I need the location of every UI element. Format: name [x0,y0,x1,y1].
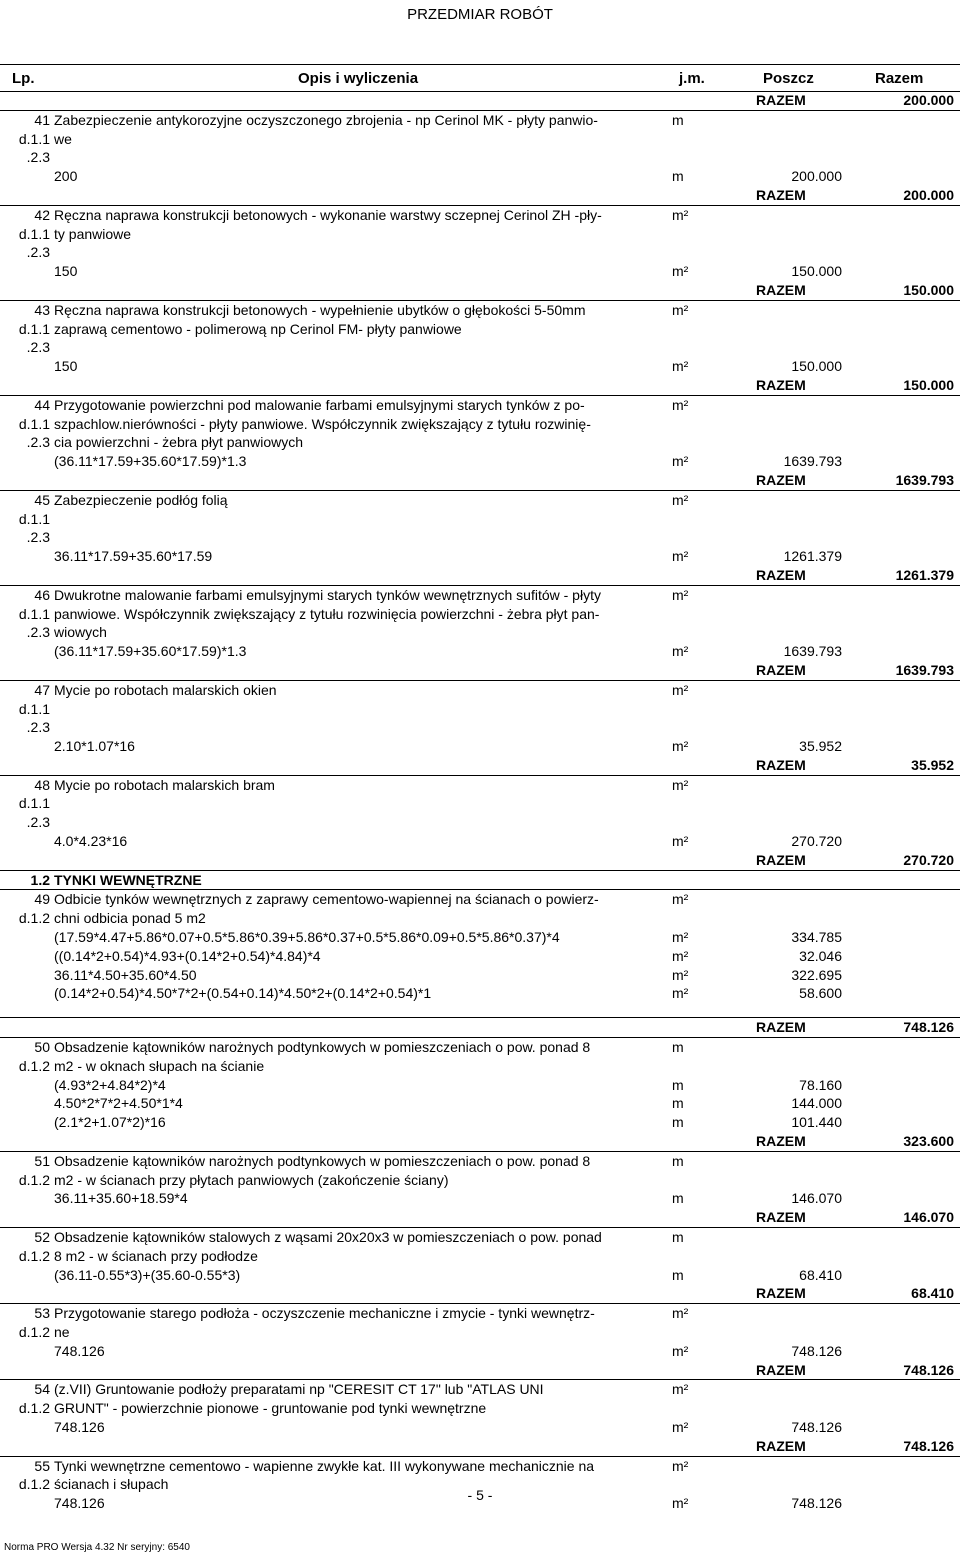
table-row [0,775,960,795]
total-row [0,1361,960,1380]
unit: m² [672,891,689,908]
item-description: Tynki wewnętrzne cementowo - wapienne zwykłe kat. III wykonywane mechanicznie na [54,1457,595,1474]
item-description: 748.126 [54,1418,105,1435]
table-row [0,205,960,225]
table-row [0,148,960,167]
item-number: 1.2 [30,871,50,888]
item-number: d.1.2 [18,1400,50,1417]
total-row [0,1132,960,1151]
unit: m² [672,1418,689,1435]
header-poszcz: Poszcz [763,70,814,87]
item-description: cia powierzchni - żebra płyt panwiowych [54,434,303,451]
total-row [0,566,960,585]
item-description: wiowych [54,624,107,641]
partial-amount: 1261.379 [783,548,842,565]
unit: m² [672,681,689,698]
table-row [0,1247,960,1266]
item-number: .2.3 [26,149,50,166]
item-description: 150 [54,263,78,280]
item-number: 44 [34,396,50,413]
total-label: RAZEM [756,566,806,583]
unit: m [672,168,684,185]
unit: m² [672,833,689,850]
partial-amount: 146.070 [791,1190,842,1207]
item-description: Mycie po robotach malarskich okien [54,681,277,698]
item-number: .2.3 [26,814,50,831]
partial-amount: 1639.793 [783,643,842,660]
item-description: (36.11*17.59+35.60*17.59)*1.3 [54,643,247,660]
unit: m [672,111,684,128]
item-description: Ręczna naprawa konstrukcji betonowych - wykonanie warstwy sczepnej Cerinol ZH -pły- [54,206,602,223]
item-description: m2 - w ścianach przy płytach panwiowych (zakończenie ściany) [54,1171,449,1188]
page-title: PRZEDMIAR ROBÓT [407,6,553,23]
table-row [0,1094,960,1113]
unit: m² [672,1457,689,1474]
item-description: 4.50*2*7*2+4.50*1*4 [54,1095,183,1112]
total-label: RAZEM [756,1209,806,1226]
table-row [0,700,960,719]
table-row [0,813,960,832]
table-row [0,947,960,966]
unit: m² [672,301,689,318]
total-row [0,186,960,205]
partial-amount: 748.126 [791,1495,842,1512]
table-row [0,547,960,566]
table-row [0,605,960,624]
item-description: Obsadzenie kątowników narożnych podtynkowych w pomieszczeniach o pow. ponad 8 [54,1039,591,1056]
unit: m² [672,643,689,660]
item-number: 54 [34,1381,50,1398]
table-row [0,1227,960,1247]
total-amount: 68.410 [911,1285,954,1302]
unit: m² [672,263,689,280]
item-number: .2.3 [26,719,50,736]
item-description: 2.10*1.07*16 [54,738,135,755]
item-number: 43 [34,301,50,318]
unit: m² [672,1495,689,1512]
header-opis: Opis i wyliczenia [298,70,419,87]
item-number: 50 [34,1039,50,1056]
total-row [0,91,960,110]
total-label: RAZEM [756,1361,806,1378]
partial-amount: 101.440 [791,1114,842,1131]
table-row [0,110,960,130]
partial-amount: 270.720 [791,833,842,850]
total-label: RAZEM [756,186,806,203]
total-amount: 748.126 [903,1437,954,1454]
partial-amount: 78.160 [799,1076,842,1093]
item-description: 36.11+35.60+18.59*4 [54,1190,188,1207]
item-number: 48 [34,776,50,793]
unit: m² [672,1342,689,1359]
table-row [0,1456,960,1476]
table-row [0,718,960,737]
item-number: d.1.2 [18,1324,50,1340]
total-amount: 150.000 [903,281,954,298]
footer-version: Norma PRO Wersja 4.32 Nr seryjny: 6540 [4,1542,190,1553]
item-number: 51 [34,1152,50,1169]
item-description: ne [54,1324,70,1340]
item-number: 46 [34,586,50,603]
table-row [0,1323,960,1342]
table-row [0,1076,960,1095]
item-number: d.1.1 [18,225,50,242]
unit: m² [672,947,689,964]
unit: m [672,1039,684,1056]
item-description: chni odbicia ponad 5 m2 [54,910,206,927]
total-row [0,1017,960,1037]
item-description: ścianach i słupach [54,1476,169,1493]
table-row [0,737,960,756]
partial-amount: 58.600 [799,985,842,1002]
item-description: ty panwiowe [54,225,132,242]
item-number: d.1.1 [18,795,50,812]
item-number: .2.3 [26,339,50,356]
table-row [0,452,960,471]
total-label: RAZEM [756,92,806,108]
table-row [0,510,960,529]
total-label: RAZEM [756,661,806,678]
table-row [0,1189,960,1208]
item-description: GRUNT" - powierzchnie pionowe - gruntowanie pod tynki wewnętrzne [54,1400,487,1417]
unit: m² [672,396,689,413]
item-description: Ręczna naprawa konstrukcji betonowych - wypełnienie ubytków o głębokości 5-50mm [54,301,586,318]
table-row [0,167,960,186]
table-row [0,225,960,244]
item-description: (2.1*2+1.07*2)*16 [54,1114,166,1131]
item-number: .2.3 [26,624,50,641]
total-label: RAZEM [756,471,806,488]
unit: m² [672,548,689,565]
total-label: RAZEM [756,1437,806,1454]
item-number: 41 [34,111,50,128]
item-description: (36.11*17.59+35.60*17.59)*1.3 [54,453,247,470]
table-row [0,966,960,985]
page-number: - 5 - [467,1487,493,1503]
partial-amount: 200.000 [791,168,842,185]
item-description: ((0.14*2+0.54)*4.93+(0.14*2+0.54)*4.84)*4 [54,947,321,964]
total-row [0,281,960,300]
table-row [0,984,960,1003]
table-row [0,395,960,415]
item-description: Mycie po robotach malarskich bram [54,776,275,793]
item-description: (z.VII) Gruntowanie podłoży preparatami np "CERESIT CT 17" lub "ATLAS UNI [54,1381,544,1398]
partial-amount: 150.000 [791,263,842,280]
total-label: RAZEM [756,756,806,773]
unit: m² [672,776,689,793]
table-row [0,415,960,434]
item-description: Przygotowanie starego podłoża - oczyszczenie mechaniczne i zmycie - tynki wewnętrz- [54,1305,595,1322]
unit: m² [672,358,689,375]
unit: m² [672,491,689,508]
total-label: RAZEM [756,376,806,393]
unit: m [672,1095,684,1112]
table-row [0,928,960,947]
item-description: Obsadzenie kątowników narożnych podtynkowych w pomieszczeniach o pow. ponad 8 [54,1152,591,1169]
header-lp: Lp. [12,70,35,87]
header-jm: j.m. [679,70,705,87]
total-label: RAZEM [756,281,806,298]
table-row [0,433,960,452]
unit: m [672,1076,684,1093]
table-row [0,585,960,605]
item-number: d.1.1 [18,130,50,147]
table-row [0,1037,960,1057]
unit: m² [672,985,689,1002]
item-description: 748.126 [54,1495,105,1512]
partial-amount: 32.046 [799,947,842,964]
unit: m² [672,929,689,946]
table-row [0,300,960,320]
total-row [0,851,960,870]
partial-amount: 748.126 [791,1418,842,1435]
partial-amount: 68.410 [799,1266,842,1283]
table-row [0,889,960,909]
partial-amount: 334.785 [791,929,842,946]
total-label: RAZEM [756,1285,806,1302]
total-amount: 200.000 [903,186,954,203]
total-row [0,376,960,395]
unit: m² [672,453,689,470]
table-row [0,1171,960,1190]
item-description: TYNKI WEWNĘTRZNE [54,871,202,888]
item-number: .2.3 [26,529,50,546]
item-description: Zabezpieczenie antykorozyjne oczyszczonego zbrojenia - np Cerinol MK - płyty panwio- [54,111,598,128]
item-description: Przygotowanie powierzchni pod malowanie farbami emulsyjnymi starych tynków z po- [54,396,585,413]
item-number: d.1.1 [18,605,50,622]
item-description: 36.11*4.50+35.60*4.50 [54,966,197,983]
item-number: .2.3 [26,244,50,261]
unit: m² [672,1381,689,1398]
header-razem: Razem [875,70,924,87]
total-amount: 146.070 [903,1209,954,1226]
total-amount: 1639.793 [895,661,954,678]
item-description: panwiowe. Współczynnik zwiększający z tytułu rozwinięcia powierzchni - żebra płyt pan- [54,605,600,622]
total-amount: 323.600 [903,1133,954,1150]
item-number: 47 [34,681,50,698]
item-number: d.1.1 [18,320,50,337]
item-number: d.1.2 [18,1057,50,1074]
item-description: (17.59*4.47+5.86*0.07+0.5*5.86*0.39+5.86*0.37+0.5*5.86*0.09+0.5*5.86*0.37)*4 [54,929,560,946]
table-row [0,243,960,262]
table-row [0,870,960,890]
item-number: d.1.1 [18,510,50,527]
table-row [0,832,960,851]
total-label: RAZEM [756,851,806,868]
estimate-table [0,91,960,1513]
table-row [0,320,960,339]
item-description: m2 - w oknach słupach na ścianie [54,1057,265,1074]
table-row [0,623,960,642]
total-amount: 748.126 [903,1361,954,1378]
item-description: 150 [54,358,78,375]
item-description: 748.126 [54,1342,105,1359]
table-row [0,1266,960,1285]
item-number: 52 [34,1229,50,1246]
total-row [0,661,960,680]
item-description: 4.0*4.23*16 [54,833,128,850]
unit: m [672,1190,684,1207]
item-description: zaprawą cementowo - polimerową np Cerinol FM- płyty panwiowe [54,320,462,337]
item-number: .2.3 [26,434,50,451]
item-description: Dwukrotne malowanie farbami emulsyjnymi starych tynków wewnętrznych sufitów - płyty [54,586,601,603]
item-description: 8 m2 - w ścianach przy podłodze [54,1247,258,1264]
table-header [0,64,960,92]
item-description: (4.93*2+4.84*2)*4 [54,1076,166,1093]
table-row [0,490,960,510]
item-number: d.1.2 [18,910,50,927]
item-number: 49 [34,891,50,908]
total-amount: 1261.379 [895,566,954,583]
partial-amount: 150.000 [791,358,842,375]
total-amount: 1639.793 [895,471,954,488]
item-description: Obsadzenie kątowników stalowych z wąsami 20x20x3 w pomieszczeniach o pow. ponad [54,1229,602,1246]
total-amount: 270.720 [903,851,954,868]
table-row [0,1418,960,1437]
table-row [0,338,960,357]
unit: m² [672,586,689,603]
partial-amount: 144.000 [791,1095,842,1112]
item-number: 45 [34,491,50,508]
total-row [0,756,960,775]
total-amount: 35.952 [911,756,954,773]
item-number: d.1.1 [18,415,50,432]
total-amount: 150.000 [903,376,954,393]
partial-amount: 322.695 [791,966,842,983]
unit: m² [672,966,689,983]
total-row [0,1437,960,1456]
item-number: d.1.2 [18,1476,50,1493]
total-row [0,471,960,490]
table-row [0,642,960,661]
item-description: 36.11*17.59+35.60*17.59 [54,548,213,565]
table-row [0,528,960,547]
item-number: 53 [34,1305,50,1322]
item-description: 200 [54,168,78,185]
total-label: RAZEM [756,1019,806,1036]
partial-amount: 35.952 [799,738,842,755]
item-description: Odbicie tynków wewnętrznych z zaprawy cementowo-wapiennej na ścianach o powierz- [54,891,599,908]
item-description: we [54,130,72,147]
total-row [0,1208,960,1227]
unit: m [672,1152,684,1169]
table-row [0,262,960,281]
item-description: (36.11-0.55*3)+(35.60-0.55*3) [54,1266,241,1283]
item-number: 42 [34,206,50,223]
item-number: d.1.1 [18,700,50,717]
item-description: szpachlow.nierówności - płyty panwiowe. Współczynnik zwiększający z tytułu rozwinię- [54,415,591,432]
item-number: d.1.2 [18,1171,50,1188]
table-row [0,909,960,928]
partial-amount: 1639.793 [783,453,842,470]
table-row [0,1057,960,1076]
partial-amount: 748.126 [791,1342,842,1359]
total-row [0,1284,960,1303]
table-row [0,1342,960,1361]
unit: m² [672,738,689,755]
unit: m² [672,1305,689,1322]
total-amount: 200.000 [903,92,954,108]
item-description: (0.14*2+0.54)*4.50*7*2+(0.54+0.14)*4.50*2+(0.14*2+0.54)*1 [54,985,432,1002]
unit: m [672,1266,684,1283]
total-label: RAZEM [756,1133,806,1150]
table-row [0,1151,960,1171]
table-row [0,1399,960,1418]
item-description: Zabezpieczenie podłóg folią [54,491,228,508]
table-row [0,1303,960,1323]
table-row [0,1113,960,1132]
table-row [0,680,960,700]
unit: m² [672,206,689,223]
unit: m [672,1114,684,1131]
table-row [0,130,960,149]
item-number: d.1.2 [18,1247,50,1264]
table-row [0,357,960,376]
table-row [0,794,960,813]
table-row [0,1379,960,1399]
item-number: 55 [34,1457,50,1474]
unit: m [672,1229,684,1246]
total-amount: 748.126 [903,1019,954,1036]
